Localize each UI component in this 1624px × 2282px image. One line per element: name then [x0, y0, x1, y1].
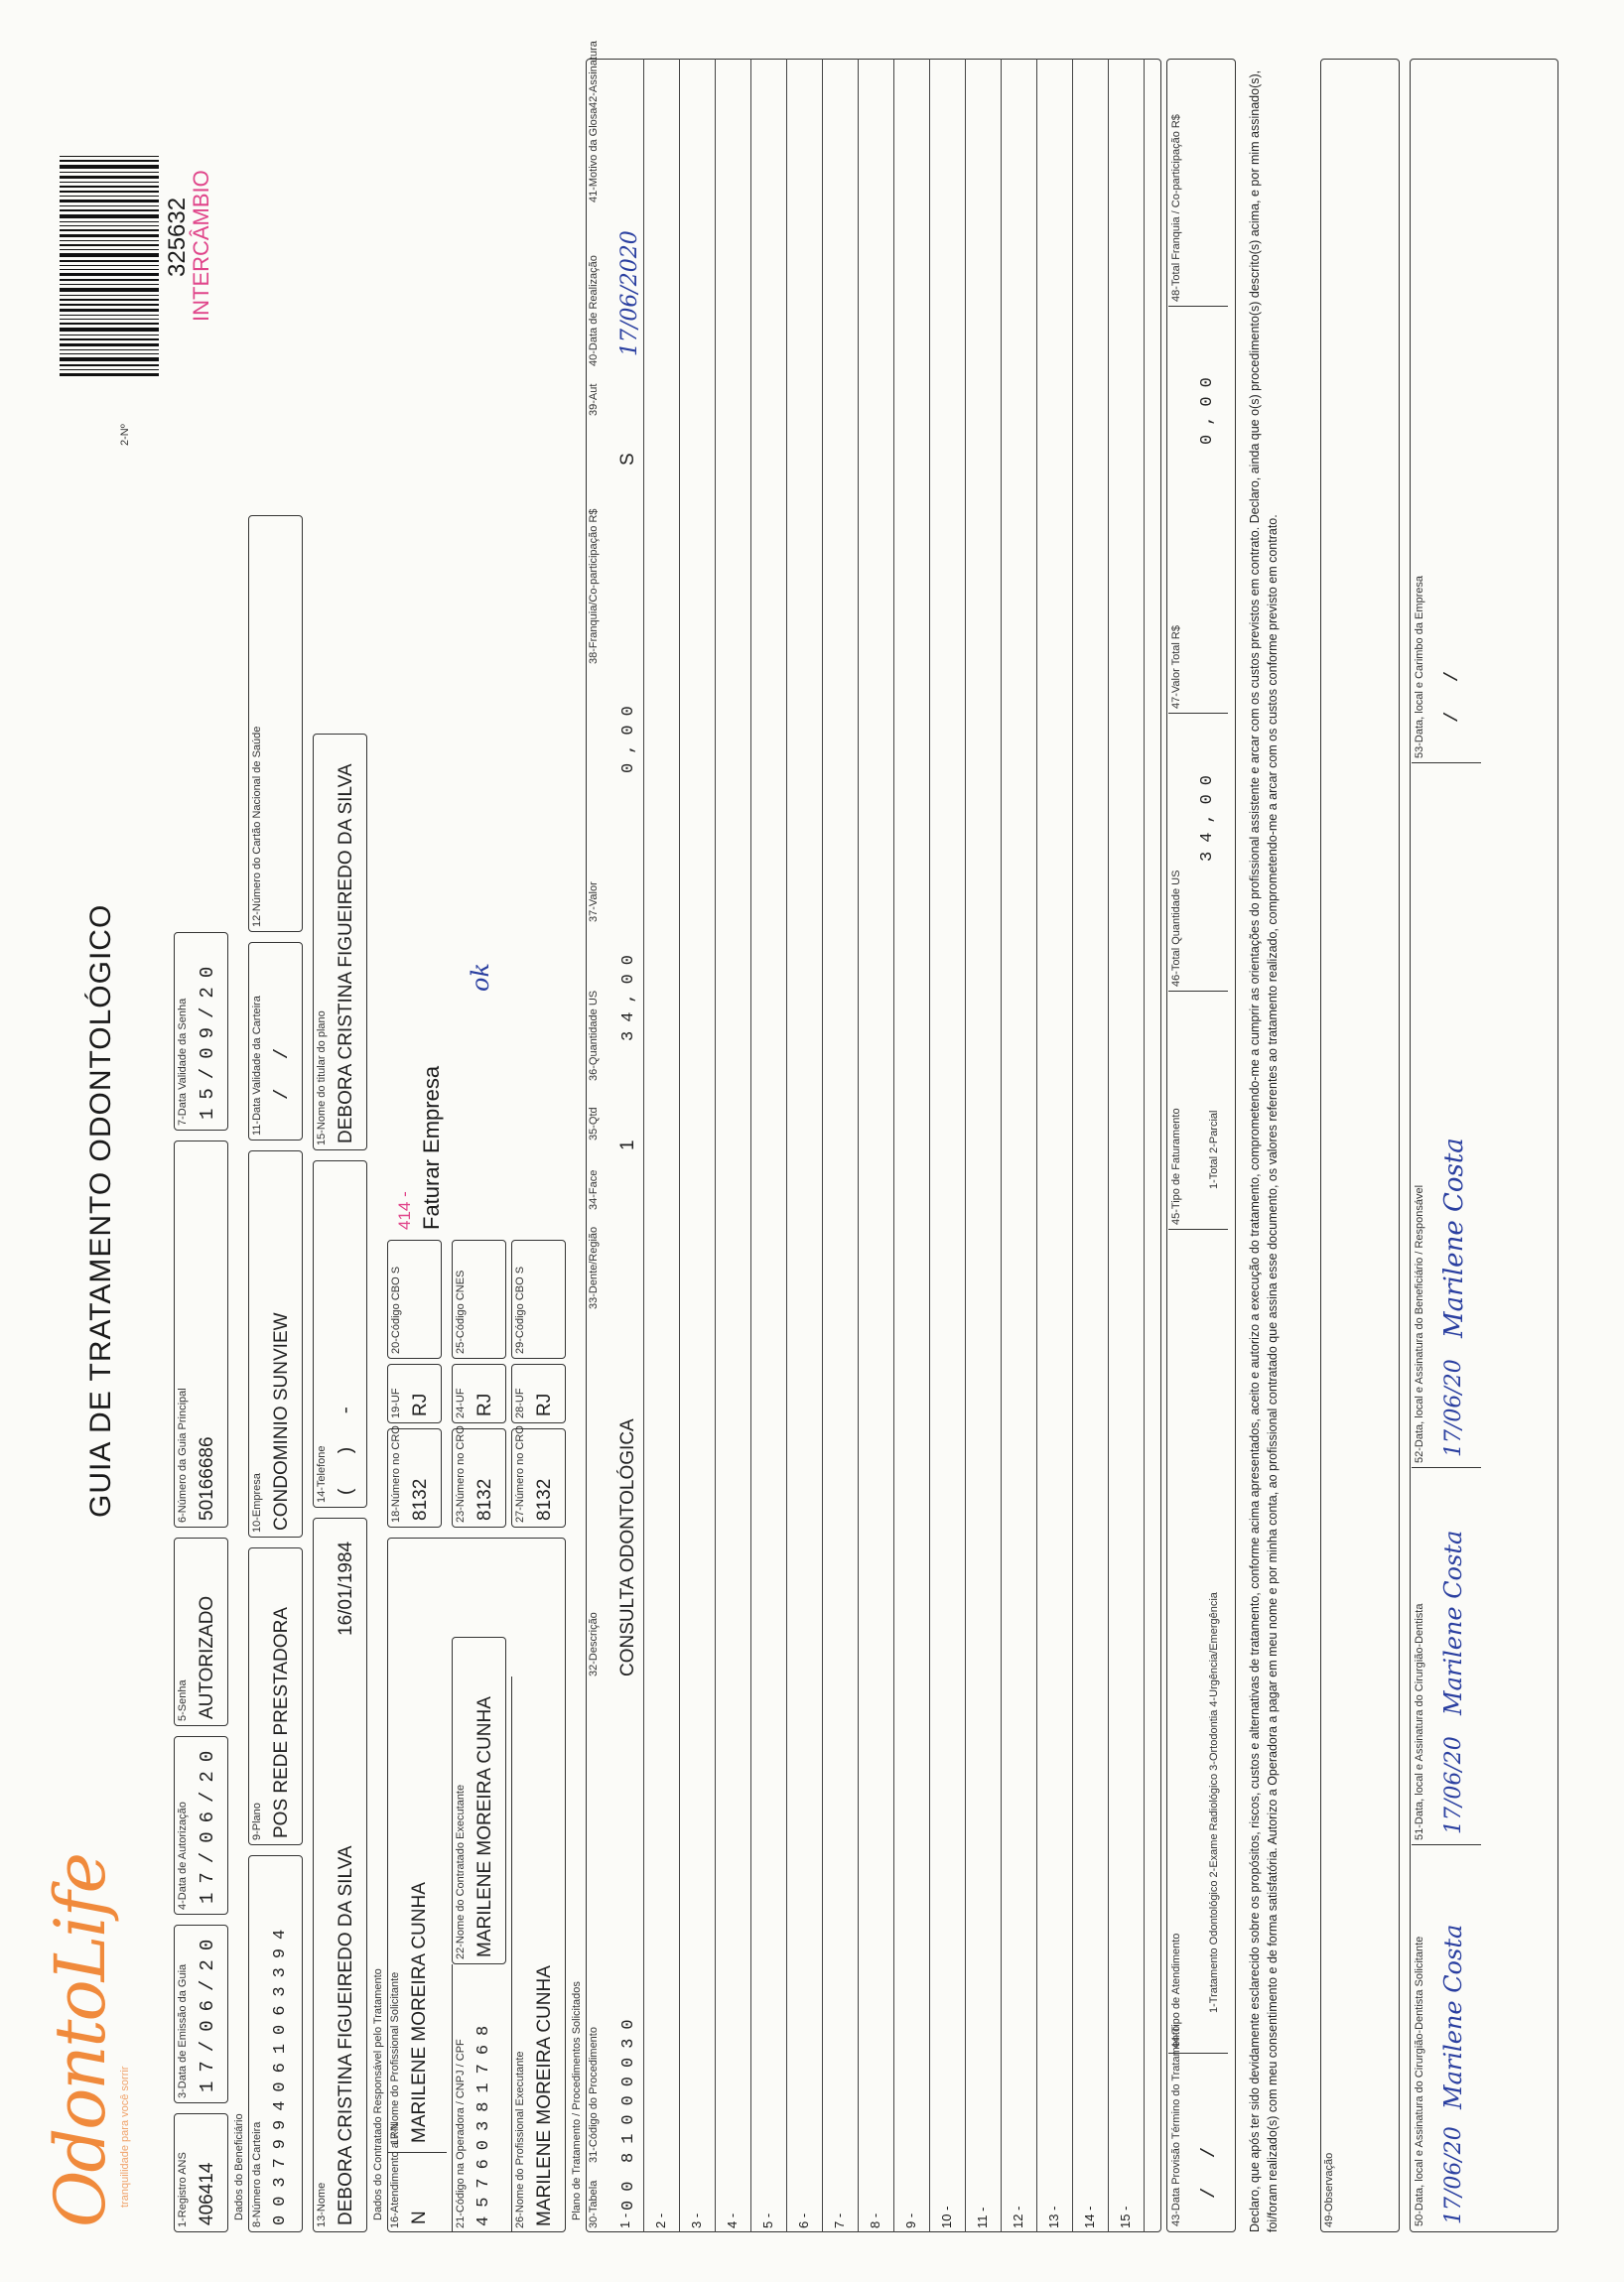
field-5-label: 5-Senha [177, 1679, 189, 1721]
field-50-label: 50-Data, local e Assinatura do Cirurgião-Dentista Solicitante [1414, 1936, 1425, 2226]
field-20-label: 20-Código CBO S [390, 1266, 402, 1354]
field-13-value: DEBORA CRISTINA FIGUEIREDO DA SILVA [336, 1845, 356, 2225]
barcode-bar [60, 343, 159, 346]
barcode-bar [60, 364, 159, 366]
barcode-bar [60, 182, 159, 183]
table-row [858, 59, 894, 2232]
row-number: 12 - [1011, 2206, 1025, 2228]
barcode-bar [60, 260, 159, 262]
field-10-label: 10-Empresa [251, 1473, 263, 1533]
field-24-label: 24-UF [455, 1388, 467, 1418]
field-6-value: 50166686 [197, 1436, 217, 1521]
field-19-value: RJ [410, 1393, 431, 1416]
row-number: 6 - [796, 2213, 811, 2228]
field-50-signature: Marilene Costa [1439, 1924, 1467, 2109]
field-28-label: 28-UF [514, 1388, 526, 1418]
field-51-date: 17/06/20 [1441, 1736, 1466, 1834]
row-number: 4 - [725, 2213, 740, 2228]
barcode-bar [60, 315, 159, 316]
row1-tabela: 00 [619, 2172, 638, 2211]
field-28-box [511, 1364, 566, 1423]
field-29-label: 29-Código CBO S [514, 1266, 526, 1354]
field-47-box [1168, 316, 1228, 714]
col-dente: 33-Dente/Região [588, 1226, 600, 1309]
field-4-box [174, 1736, 228, 1915]
barcode-bar [60, 156, 159, 157]
col-valor: 37-Valor [588, 881, 600, 922]
row-number: 7 - [832, 2213, 847, 2228]
field-24-value: RJ [474, 1393, 495, 1416]
field-18-value: 8132 [410, 1478, 431, 1521]
field-14-box [313, 1160, 367, 1508]
row-number: 9 - [903, 2213, 918, 2228]
field-22-box [452, 1637, 506, 1964]
barcode-bar [60, 373, 159, 376]
col-aut: 39-Aut [588, 383, 600, 416]
table-row [893, 59, 930, 2232]
field-15-box [313, 734, 367, 1150]
field-10-box [248, 1150, 303, 1538]
field-46-label: 46-Total Quantidade US [1170, 870, 1182, 987]
field-17-label: 17-Nome do Profissional Solicitante [389, 1971, 401, 2145]
row-number: 5 - [760, 2213, 775, 2228]
field-51-signature: Marilene Costa [1439, 1530, 1467, 1715]
field-25-label: 25-Código CNES [455, 1270, 467, 1354]
col-codigo: 31-Código do Procedimento [588, 2027, 600, 2163]
barcode-bar [60, 165, 159, 169]
col-qtd: 35-Qtd [588, 1107, 600, 1141]
field-47-value: 0,00 [1198, 368, 1217, 445]
field-25-box [452, 1240, 506, 1359]
field-11-value: / / [271, 1038, 293, 1100]
table-row [679, 59, 716, 2232]
barcode-bar [60, 253, 159, 257]
field-8-box [248, 1855, 303, 2232]
note-code: 414 - [395, 1191, 414, 1230]
barcode-bar [60, 309, 159, 312]
field-48-label: 48-Total Franquia / Co-participação R$ [1170, 114, 1182, 302]
field-8-value: 0037994061063394 [271, 1920, 290, 2225]
table-row [643, 59, 680, 2232]
field-23-box [452, 1425, 506, 1528]
field-14-value: ( ) - [336, 1395, 357, 1497]
field-50-box [1412, 1851, 1481, 2228]
field-23-value: 8132 [474, 1478, 495, 1521]
field-44-box [1168, 1358, 1228, 2054]
field-22-label: 22-Nome do Contratado Executante [455, 1784, 467, 1959]
barcode-bar [60, 200, 159, 202]
field-18-box [387, 1425, 442, 1528]
field-46-box [1168, 723, 1228, 992]
barcode-bar [60, 172, 159, 173]
field-9-label: 9-Plano [251, 1803, 263, 1840]
table-row [1108, 59, 1145, 2232]
field-4-value: 17/06/20 [197, 1741, 218, 1904]
field-45-box [1168, 1001, 1228, 1230]
field-52-label: 52-Data, local e Assinatura do Beneficiário / Responsável [1414, 1184, 1425, 1463]
field-11-box [248, 942, 303, 1141]
field-10-value: CONDOMINIO SUNVIEW [271, 1312, 292, 1531]
field-6-label: 6-Número da Guia Principal [177, 1388, 189, 1523]
field-44-options: 1-Tratamento Odontológico 2-Exame Radiológico 3-Ortodontia 4-Urgência/Emergência [1208, 1592, 1220, 2013]
birth-date: 16/01/1984 [336, 1541, 356, 1636]
barcode-bar [60, 279, 159, 281]
field-8-label: 8-Número da Carteira [251, 2121, 263, 2227]
field-28-value: RJ [534, 1393, 555, 1416]
table-row [1072, 59, 1109, 2232]
field-52-date: 17/06/20 [1441, 1359, 1466, 1457]
barcode-bar [60, 205, 159, 206]
table-row [1036, 59, 1073, 2232]
guide-number: 325632 [164, 197, 191, 277]
barcode-bar [60, 288, 159, 292]
field-16-value: N [409, 2211, 430, 2224]
field-53-value: / / [1441, 661, 1463, 723]
field-17-box [387, 1752, 447, 2149]
field-23-label: 23-Número no CRO [455, 1425, 467, 1523]
field-21-box [452, 1964, 507, 2232]
barcode-bar [60, 234, 159, 237]
barcode-bar [60, 249, 159, 250]
row1-valor: 0,00 [619, 697, 638, 773]
field-48-box [1168, 63, 1228, 307]
table-row [715, 59, 751, 2232]
field-1-label: 1-Registro ANS [177, 2152, 189, 2227]
field-19-label: 19-UF [390, 1388, 402, 1418]
field-51-label: 51-Data, local e Assinatura do Cirurgião-Dentista [1414, 1603, 1425, 1840]
barcode-bar [60, 221, 159, 222]
barcode-bar [60, 284, 159, 285]
intercambio-label: INTERCÂMBIO [189, 170, 213, 322]
field-52-signature: Marilene Costa [1439, 1138, 1469, 1338]
field-49-label: 49-Observação [1323, 2152, 1335, 2227]
barcode-bar [60, 191, 159, 193]
barcode-bar [60, 323, 159, 325]
field-5-box [174, 1538, 228, 1726]
field-1-box [174, 2113, 228, 2232]
barcode-bar [60, 273, 159, 276]
field-26-box [511, 1677, 567, 2232]
field-45-label: 45-Tipo de Faturamento [1170, 1108, 1182, 1225]
barcode-bar [60, 295, 159, 296]
field-47-label: 47-Valor Total R$ [1170, 625, 1182, 709]
field-52-box [1412, 772, 1481, 1468]
row-number: 13 - [1046, 2206, 1061, 2228]
field-19-box [387, 1364, 442, 1423]
field-26-value: MARILENE MOREIRA CUNHA [534, 1965, 555, 2226]
field-4-label: 4-Data de Autorização [177, 1802, 189, 1910]
row1-us: 34,00 [619, 945, 638, 1041]
row-number: 8 - [868, 2213, 882, 2228]
field-16-box [387, 2123, 447, 2232]
field-29-box [511, 1240, 566, 1359]
field-9-value: POS REDE PRESTADORA [271, 1607, 292, 1838]
logo-brand: OdontoLife [40, 1854, 121, 2227]
section-procedures: Plano de Tratamento / Procedimentos Solicitados [571, 1981, 583, 2220]
col-descricao: 32-Descrição [588, 1612, 600, 1677]
barcode-bar [60, 335, 159, 336]
field-21-label: 21-Código na Operadora / CNPJ / CPF [455, 2039, 467, 2228]
field-26-label: 26-Nome do Profissional Executante [514, 2051, 526, 2228]
note-text: Faturar Empresa [419, 1065, 444, 1230]
barcode-bar [60, 349, 159, 350]
field-17-value: MARILENE MOREIRA CUNHA [409, 1882, 430, 2143]
field-27-box [511, 1425, 566, 1528]
barcode-bar [60, 319, 159, 320]
field-6-box [174, 1141, 228, 1528]
odontolife-logo [40, 1854, 131, 2227]
field-44-label: 44-Tipo de Atendimento [1170, 1933, 1182, 2049]
barcode-bar [60, 369, 159, 370]
barcode-bar [60, 244, 159, 246]
field-5-value: AUTORIZADO [197, 1595, 217, 1719]
barcode-bar [60, 269, 159, 270]
field-49-box [1320, 59, 1400, 2232]
declaration-text: Declaro, que após ter sido devidamente esclarecido sobre os propósitos, riscos, custos e alternativas de tratamento, conforme acima apresentados, aceito e autorizo a execução do tratamento, comprometendo-me a cumprir as orientações do profissional assistente e arcar com os custos previstos em contrato. Declaro, ainda que o(s) procedimento(s) descrito(s) acima, e por mim assinado(s), foi/foram realizado(s) com meu consentimento e de forma satisfatória. Autorizo a Operadora a pagar em meu nome e por minha conta, ao profissional contratado que assina esse documento, os valores referentes ao tratamento realizado, comprometendo-me a arcar com os custos conforme previsto em contrato. [1248, 69, 1280, 2232]
field-22-value: MARILENE MOREIRA CUNHA [474, 1696, 495, 1957]
row1-descricao: CONSULTA ODONTOLÓGICA [617, 1418, 638, 1677]
barcode-bar [60, 338, 159, 340]
table-row [822, 59, 859, 2232]
barcode-bar [60, 304, 159, 306]
row-number: 1 - [617, 2213, 632, 2228]
barcode-bar [60, 214, 159, 218]
row1-qtd: 1 [617, 1140, 638, 1150]
barcode-bar [60, 229, 159, 231]
section-beneficiario: Dados do Beneficiário [233, 2113, 245, 2220]
field-15-value: DEBORA CRISTINA FIGUEIREDO DA SILVA [336, 763, 356, 1143]
field-1-value: 406414 [197, 2162, 217, 2225]
logo-tagline: tranquilidade para você sorrir [119, 2066, 131, 2208]
col-tabela: 30-Tabela [588, 2180, 600, 2228]
field-51-box [1412, 1477, 1481, 1845]
row-number: 2 - [653, 2213, 668, 2228]
barcode-bar [60, 160, 159, 162]
field-7-label: 7-Data Validade da Senha [177, 998, 189, 1126]
field-13-label: 13-Nome [316, 2182, 328, 2227]
field-13-box [313, 1518, 367, 2232]
col-us: 36-Quantidade US [588, 990, 600, 1081]
field-7-value: 15/09/20 [197, 957, 218, 1120]
field-27-label: 27-Número no CRO [514, 1425, 526, 1523]
note-mark: ok [467, 963, 494, 992]
barcode-bar [60, 225, 159, 226]
barcode-bar [60, 196, 159, 197]
col-data: 40-Data de Realização [588, 255, 600, 366]
barcode-bar [60, 209, 159, 211]
table-row [1001, 59, 1037, 2232]
field-21-value: 45760381768 [474, 2016, 493, 2226]
table-row [929, 59, 966, 2232]
field-53-box [1412, 67, 1481, 763]
field-43-label: 43-Data Provisão Término do Tratamento [1170, 2025, 1182, 2226]
field-18-label: 18-Número no CRO [390, 1425, 402, 1523]
section-contratado: Dados do Contratado Responsável pelo Tratamento [372, 1968, 384, 2220]
row-number: 14 - [1082, 2206, 1097, 2228]
field-3-label: 3-Data de Emissão da Guia [177, 1963, 189, 2098]
field-46-value: 34,00 [1198, 765, 1217, 862]
field-16-label: 16-Atendimento a RN [389, 2123, 401, 2228]
row-number: 10 - [939, 2206, 954, 2228]
table-row [786, 59, 823, 2232]
field-14-label: 14-Telefone [316, 1445, 328, 1503]
barcode-bar [60, 186, 159, 188]
barcode-bar [60, 176, 159, 179]
barcode [60, 59, 159, 376]
field-9-box [248, 1547, 303, 1845]
field-3-value: 17/06/20 [197, 1930, 218, 2092]
barcode-bar [60, 265, 159, 266]
page-title: GUIA DE TRATAMENTO ODONTOLÓGICO [84, 903, 117, 1518]
field-20-box [387, 1240, 442, 1359]
field-7-box [174, 932, 228, 1131]
field-50-date: 17/06/20 [1441, 2126, 1466, 2224]
col-face: 34-Face [588, 1169, 600, 1210]
barcode-bar [60, 357, 159, 361]
col-glosa: 41-Motivo da Glosa [588, 107, 600, 202]
field-53-label: 53-Data, local e Carimbo da Empresa [1414, 575, 1425, 758]
row1-codigo: 81000030 [619, 2010, 638, 2163]
col-franquia: 38-Franquia/Co-participação R$ [588, 508, 600, 664]
barcode-bar [60, 299, 159, 301]
field-43-box [1168, 2025, 1228, 2228]
table-row [965, 59, 1002, 2232]
col-assinatura: 42-Assinatura [588, 41, 600, 108]
row1-data: 17/06/2020 [617, 230, 642, 356]
barcode-bar [60, 328, 159, 332]
field-27-value: 8132 [534, 1478, 555, 1521]
table-row [750, 59, 787, 2232]
barcode-bar [60, 240, 159, 241]
field-43-value: / / [1198, 2137, 1220, 2199]
row1-aut: S [617, 453, 638, 466]
field-45-options: 1-Total 2-Parcial [1208, 1110, 1220, 1189]
field-15-label: 15-Nome do titular do plano [316, 1010, 328, 1145]
row-number: 3 - [689, 2213, 704, 2228]
field-12-label: 12-Número do Cartão Nacional de Saúde [251, 726, 263, 927]
guide-number-label: 2-Nº [119, 424, 131, 446]
field-12-box [248, 515, 303, 932]
field-11-label: 11-Data Validade da Carteira [251, 996, 263, 1136]
field-3-box [174, 1925, 228, 2103]
barcode-bar [60, 353, 159, 354]
procedures-header [588, 41, 606, 2232]
row-number: 15 - [1118, 2206, 1133, 2228]
row-number: 11 - [975, 2207, 990, 2228]
field-24-box [452, 1364, 506, 1423]
